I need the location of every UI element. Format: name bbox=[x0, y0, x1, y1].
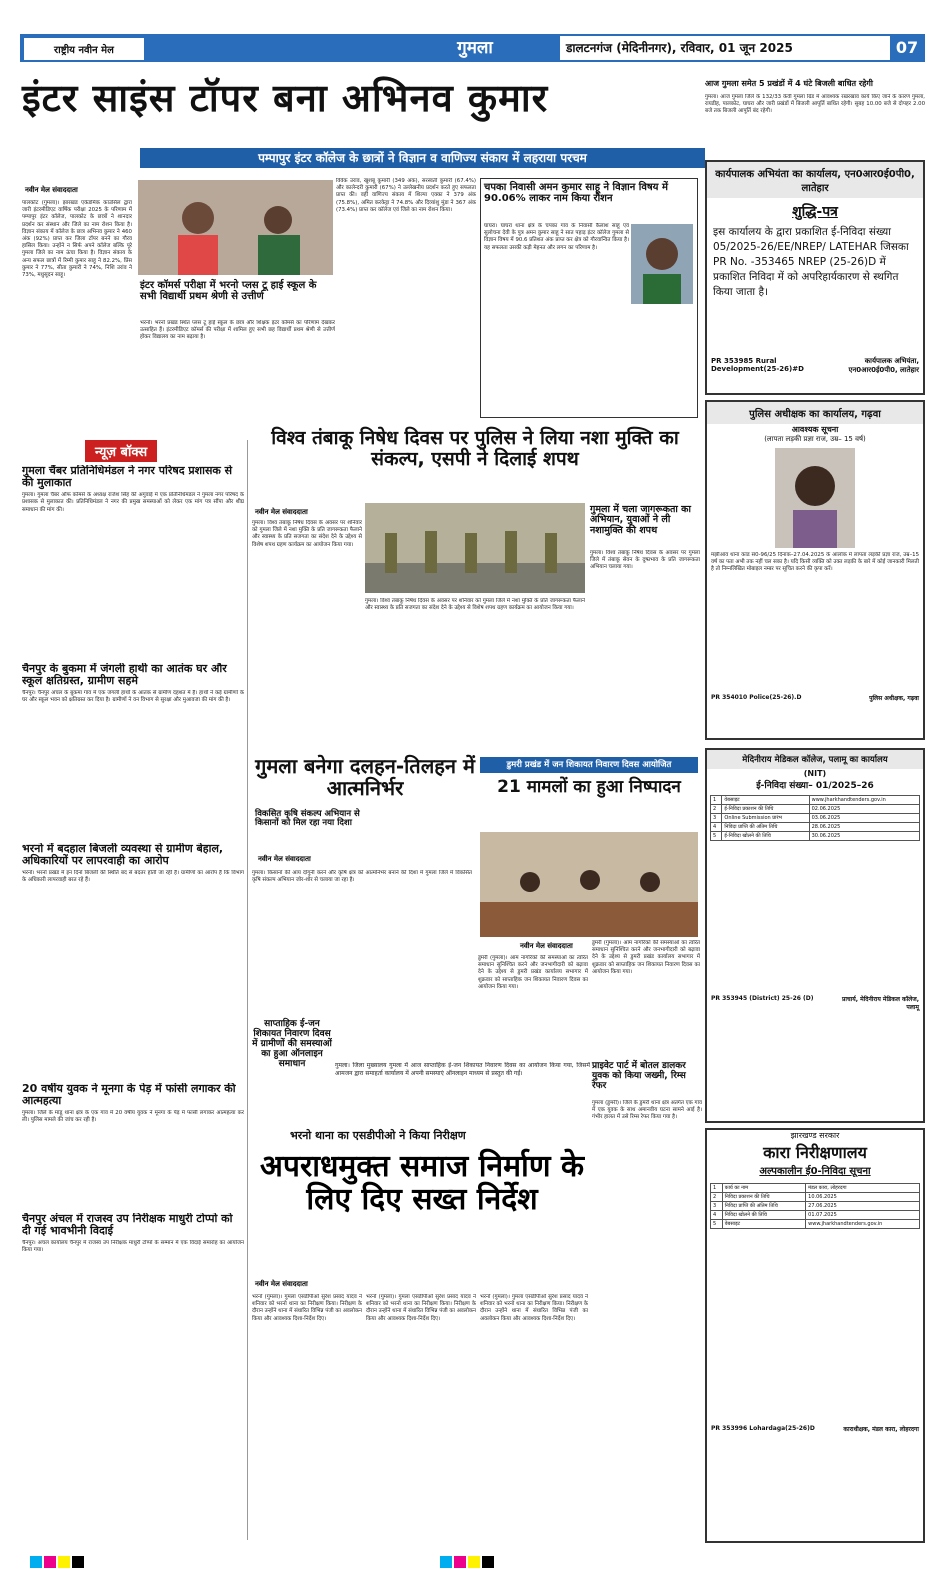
table-cell: 2 bbox=[711, 1193, 723, 1202]
oilseed-headline: गुमला बनेगा दलहन-तिलहन में आत्मनिर्भर bbox=[255, 754, 475, 800]
oilseed-byline: नवीन मेल संवाददाता bbox=[258, 855, 311, 863]
newsbox-item-headline: 20 वर्षीय युवक ने मूनगा के पेड़ में फांसी लगाकर की आत्महत्या bbox=[22, 1083, 236, 1108]
oilseed-body: गुमला। किसानों की आय दोगुनी करने और कृषि क्षेत्र को आत्मनिर्भर बनाने की दिशा में गुमला जिले में विकसित कृषि संकल्प अभियान जोर-शोर से चलाया जा रहा है। bbox=[252, 870, 472, 884]
table-cell: 30.06.2025 bbox=[809, 832, 919, 841]
table-row bbox=[711, 814, 920, 823]
jail-gov: झारखण्ड सरकार bbox=[790, 1131, 840, 1140]
table-cell: 1 bbox=[711, 1184, 723, 1193]
lead-subhead: इंटर कॉमर्स परीक्षा में भरनो प्लस टू हाई स्कूल के सभी विद्यार्थी प्रथम श्रेणी से उत्तीर्ण bbox=[140, 280, 317, 302]
missing-girl-photo bbox=[775, 448, 855, 548]
table-cell: 4 bbox=[711, 1211, 723, 1220]
table-row bbox=[711, 1193, 920, 1202]
tobacco-headline: विश्व तंबाकू निषेध दिवस पर पुलिस ने लिया नशा मुक्ति का संकल्प, एसपी ने दिलाई शपथ bbox=[271, 427, 679, 470]
newsbox-item-body: गुमला। गुमला चैंबर ऑफ कॉमर्स के अध्यक्ष राजेश सिंह की अगुवाई में एक प्रतिनिधिमंडल ने गुमला नगर परिषद के प्रशासक से मुलाकात की। प्रतिनिधिमंडल ने नगर की प्रमुख समस्याओं को लेकर एक मांग पत्र सौंपा और शीघ्र समाधान की मांग की। bbox=[22, 492, 244, 513]
newspaper-logo: राष्ट्रीय नवीन मेल bbox=[24, 38, 144, 60]
police-oath-image bbox=[365, 503, 585, 593]
tobacco-body: गुमला। विश्व तंबाकू निषेध दिवस के अवसर पर शनिवार को गुमला जिले में नशा मुक्ति के प्रति जागरूकता फैलाने और स्वास्थ्य के प्रति सजगता का संदेश देने के उद्देश्य से विशेष शपथ ग्रहण कार्यक्रम का आयोजन किया गया। bbox=[252, 520, 362, 548]
thana-headline: अपराधमुक्त समाज निर्माण के लिए दिए सख्त निर्देश bbox=[259, 1149, 584, 1217]
table-cell: निविदा प्रकाशन की तिथि bbox=[722, 1193, 805, 1202]
newsbox-item-body: भरनो। भरनो प्रखंड में इन दिनों बिजली की स्थिति बद से बदतर होती जा रही है। ग्रामीणों का आरोप है कि विभाग के अधिकारी लापरवाही बरत रहे हैं। bbox=[22, 870, 244, 884]
table-row bbox=[711, 1202, 920, 1211]
nrep-title: शुद्धि-पत्र bbox=[792, 204, 838, 220]
newsbox-item-body: चैनपुर। चैनपुर अंचल के बुकमा गांव में एक जंगली हाथी के आतंक से ग्रामीण दहशत में हैं। हाथी ने कई ग्रामीणों के घर और स्कूल भवन को क्षतिग्रस्त कर दिया है। ग्रामीणों ने वन विभाग से सुरक्षा और मुआवजा की मांग की है। bbox=[22, 690, 244, 704]
table-cell: 28.06.2025 bbox=[809, 823, 919, 832]
table-row bbox=[711, 796, 920, 805]
thana-byline: नवीन मेल संवाददाता bbox=[255, 1280, 308, 1288]
lead-deck: पम्पापुर इंटर कॉलेज के छात्रों ने विज्ञान व वाणिज्य संकाय में लहराया परचम bbox=[140, 148, 705, 168]
table-cell: कार्य का नाम bbox=[722, 1184, 805, 1193]
table-cell: 03.06.2025 bbox=[809, 814, 919, 823]
lead-body-3: भरनो। भरनो प्रखंड स्थित प्लस टू हाई स्कूल के छात्र और शिक्षक इंटर कॉमर्स का परिणाम देखकर उत्साहित हैं। इंटरमीडिएट कॉमर्स की परीक्षा में शामिल हुए सभी छह विद्यार्थी प्रथम श्रेणी से उत्तीर्ण होकर विद्यालय का नाम बढ़ाया है। bbox=[140, 320, 335, 341]
newsbox-item-body: गुमला। जिले के मांडू थाना क्षेत्र के एक गांव में 20 वर्षीय युवक ने मूनगा के पेड़ में फांसी लगाकर आत्महत्या कर ली। पुलिस मामले की जांच कर रही है। bbox=[22, 1110, 244, 1124]
table-cell: 5 bbox=[711, 832, 722, 841]
medical-nit: (NIT) bbox=[803, 769, 827, 778]
newsbox-tag: न्यूज़ बॉक्स bbox=[85, 440, 157, 462]
lead-headline: इंटर साइंस टॉपर बना अभिनव कुमार bbox=[22, 76, 549, 120]
table-cell: 2 bbox=[711, 805, 722, 814]
column-rule bbox=[247, 440, 248, 1540]
color-registration-marks-center bbox=[440, 1553, 496, 1572]
table-cell: 3 bbox=[711, 814, 722, 823]
jail-sub: अल्पकालीन ई0-निविदा सूचना bbox=[759, 1166, 871, 1177]
topper-body: घाघरा। घाघरा थाना क्षेत्र के चपका गांव के निवासी कैलाश साहू एवं सुलोचना देवी के पुत्र अमन कुमार साहू ने सात पहाड़ इंटर कॉलेज गुमला से विज्ञान विषय में 90.6 प्रतिशत अंक प्राप्त कर क्षेत्र को गौरवान्वित किया है। यह सफलता उसकी कड़ी मेहनत और लगन का परिणाम है। bbox=[484, 223, 629, 251]
table-row bbox=[711, 823, 920, 832]
table-cell: 3 bbox=[711, 1202, 723, 1211]
thana-body-2: भरनो (गुमला)। गुमला एसडीपीओ सुरेश प्रसाद यादव ने शनिवार को भरनो थाना का निरीक्षण किया। निरीक्षण के दौरान उन्होंने थाना में संधारित विभिन्न पंजी का अवलोकन किया और आवश्यक दिशा-निर्देश दिए। bbox=[366, 1294, 476, 1322]
tobacco-photo bbox=[365, 503, 585, 593]
table-row bbox=[711, 1184, 920, 1193]
table-cell: 1 bbox=[711, 796, 722, 805]
newsbox-item bbox=[22, 843, 244, 1083]
medical-nit-no: ई-निविदा संख्या– 01/2025–26 bbox=[756, 781, 874, 791]
thana-body-3: भरनो (गुमला)। गुमला एसडीपीओ सुरेश प्रसाद यादव ने शनिवार को भरनो थाना का निरीक्षण किया। निरीक्षण के दौरान उन्होंने थाना में संधारित विभिन्न पंजी का अवलोकन किया और आवश्यक दिशा-निर्देश दिए। bbox=[480, 1294, 588, 1322]
oilseed-bullet: विकसित कृषि संकल्प अभियान से किसानों को मिल रहा नया दिशा bbox=[255, 809, 360, 829]
table-cell: 10.06.2025 bbox=[806, 1193, 920, 1202]
table-cell: निविदा खोलने की तिथि bbox=[722, 1211, 805, 1220]
newsbox-item bbox=[22, 1213, 244, 1413]
jail-tender-table bbox=[710, 1183, 920, 1229]
table-cell: निविदा प्राप्ति की अंतिम तिथि bbox=[722, 1202, 805, 1211]
police-ad bbox=[705, 400, 925, 740]
table-cell: ई-निविदा प्रकाशन की तिथि bbox=[722, 805, 809, 814]
newsbox-column bbox=[22, 465, 244, 1413]
tobacco-side-headline: गुमला में चला जागरूकता का अभियान, युवाओं ने ली नशामुक्ति की शपथ bbox=[590, 504, 691, 536]
grievance-body: डुमरी (गुमला)। आम नागरिकों की समस्याओं का त्वरित समाधान सुनिश्चित करने और जनभागीदारी को बढ़ावा देने के उद्देश्य से डुमरी प्रखंड कार्यालय सभागार में शुक्रवार को साप्ताहिक जन शिकायत निवारण दिवस का आयोजन किया गया। bbox=[478, 955, 588, 990]
grievance-body-2: डुमरी (गुमला)। आम नागरिकों की समस्याओं का त्वरित समाधान सुनिश्चित करने और जनभागीदारी को बढ़ावा देने के उद्देश्य से डुमरी प्रखंड कार्यालय सभागार में शुक्रवार को साप्ताहिक जन शिकायत निवारण दिवस का आयोजन किया गया। bbox=[592, 940, 700, 975]
newsbox-item-headline: गुमला चैंबर प्रतिनिधिमंडल ने नगर परिषद प्रशासक से की मुलाकात bbox=[22, 465, 233, 490]
medical-sign: प्राचार्य, मेदिनीराय मेडिकल कॉलेज, पलामू bbox=[841, 996, 919, 1011]
police-sub: (लापता लड़की प्रज्ञा राज, उम्र– 15 वर्ष) bbox=[764, 435, 866, 443]
grievance-kicker: डुमरी प्रखंड में जन शिकायत निवारण दिवस आयोजित bbox=[480, 757, 698, 773]
newsbox-item-body: चैनपुर। अंचल कार्यालय चैनपुर में राजस्व उप निरीक्षक माधुरी टोप्पो के सम्मान में एक विदाई समारोह का आयोजन किया गया। bbox=[22, 1240, 244, 1254]
newsbox-item-headline: भरनो में बदहाल बिजली व्यवस्था से ग्रामीण बेहाल, अधिकारियों पर लापरवाही का आरोप bbox=[22, 843, 224, 868]
e-grievance-headline: साप्ताहिक ई-जन शिकायत निवारण दिवस में ग्रामीणों की समस्याओं का हुआ ऑनलाइन समाधान bbox=[252, 1019, 332, 1069]
table-cell: ई-निविदा खोलने की तिथि bbox=[722, 832, 809, 841]
table-cell: निविदा प्राप्ति की अंतिम तिथि bbox=[722, 823, 809, 832]
table-row bbox=[711, 832, 920, 841]
table-row bbox=[711, 1220, 920, 1229]
jail-office: कारा निरीक्षणालय bbox=[763, 1143, 867, 1162]
table-cell: www.jharkhandtenders.gov.in bbox=[806, 1220, 920, 1229]
thana-kicker: भरनो थाना का एसडीपीओ ने किया निरीक्षण bbox=[290, 1129, 466, 1142]
grievance-photo bbox=[480, 832, 698, 937]
assault-body: गुमला (डुमरी)। जिले के डुमरी थाना क्षेत्र अंतर्गत एक गांव में एक युवक के साथ अमानवीय घटना सामने आई है। गंभीर हालत में उसे रिम्स रेफर किया गया है। bbox=[592, 1100, 702, 1121]
topper-headline: चपका निवासी अमन कुमार साहू ने विज्ञान विषय में 90.06% लाकर नाम किया रौशन bbox=[484, 182, 668, 204]
table-cell: 4 bbox=[711, 823, 722, 832]
tobacco-side-body: गुमला। विश्व तंबाकू निषेध दिवस के अवसर पर गुमला जिले में तंबाकू सेवन के दुष्प्रभाव के प्रति जागरूकता अभियान चलाया गया। bbox=[590, 550, 700, 571]
grievance-headline: 21 मामलों का हुआ निष्पादन bbox=[497, 777, 681, 797]
medical-pr: PR 353945 (District) 25-26 (D) bbox=[711, 995, 814, 1002]
assault-headline: प्राइवेट पार्ट में बोतल डालकर युवक को किया जख्मी, रिम्स रेफर bbox=[592, 1061, 686, 1091]
jail-pr: PR 353996 Lohardaga(25-26)D bbox=[711, 1425, 815, 1432]
nrep-office: कार्यपालक अभियंता का कार्यालय, एन0आर0ई0पी0, लातेहार bbox=[707, 162, 923, 198]
police-office: पुलिस अधीक्षक का कार्यालय, गढ़वा bbox=[707, 402, 923, 424]
students-image bbox=[138, 180, 333, 275]
tobacco-body-2: गुमला। विश्व तंबाकू निषेध दिवस के अवसर पर शनिवार को गुमला जिले में नशा मुक्ति के प्रति जागरूकता फैलाने और स्वास्थ्य के प्रति सजगता का संदेश देने के उद्देश्य से विशेष शपथ ग्रहण कार्यक्रम का आयोजन किया गया। bbox=[365, 598, 585, 612]
medical-office: मेदिनीराय मेडिकल कॉलेज, पलामू का कार्यालय bbox=[707, 750, 923, 769]
table-cell: 02.06.2025 bbox=[809, 805, 919, 814]
nrep-pr: PR 353985 Rural Development(25-26)#D bbox=[711, 357, 804, 373]
police-sign: पुलिस अधीक्षक, गढ़वा bbox=[869, 695, 919, 702]
newsbox-item bbox=[22, 663, 244, 843]
table-row bbox=[711, 805, 920, 814]
table-row bbox=[711, 1211, 920, 1220]
table-cell: 01.07.2025 bbox=[806, 1211, 920, 1220]
power-cut-headline: आज गुमला समेत 5 प्रखंडों में 4 घंटे बिजली बाधित रहेगी bbox=[705, 79, 873, 88]
topper-box bbox=[480, 178, 698, 418]
lead-body-2: विवेक उरांव, खुशबू कुमारी (349 अंक), सरस्वती कुमारी (67.4%) और कालेन्दरी कुमारी (67%) ने उल्लेखनीय प्रदर्शन करते हुए सफलता प्राप्त की। वहीं वाणिज्य संकाय में शिल्पा एक्का ने 379 अंक (75.8%), अमित करकेट्टा ने 74.8% और दिव्यांशु मुंडा ने 367 अंक (73.4%) प्राप्त कर कॉलेज एवं जिले का नाम रोशन किया। bbox=[336, 178, 476, 213]
lead-body-1: पालकोट (गुमला)। झारखंड एकेडमिक काउंसिल द्वारा जारी इंटरमीडिएट वार्षिक परीक्षा 2025 के परिणाम में पम्पापुर इंटर कॉलेज, पालकोट के छात्रों ने शानदार प्रदर्शन कर संस्थान और जिले का नाम रोशन किया है। विज्ञान संकाय में कॉलेज के छात्र अभिनव कुमार ने 460 अंक (92%) प्राप्त कर जिला टॉपर बनने का गौरव हासिल किया। उन्होंने न सिर्फ अपने कॉलेज बल्कि पूरे गुमला जिले का नाम ऊंचा किया है। विज्ञान संकाय के अन्य सफल छात्रों में रिम्मी कुमार साहू ने 82.2%, प्रिंस कुमार ने 77%, सीता कुमारी ने 74%, निशि उरांव ने 73%, मधुसूदन साहू। bbox=[22, 200, 132, 279]
table-cell: 27.06.2025 bbox=[806, 1202, 920, 1211]
jail-ad bbox=[705, 1128, 925, 1543]
color-registration-marks bbox=[30, 1553, 86, 1572]
newsbox-item bbox=[22, 465, 244, 663]
newsbox-item-headline: चैनपुर अंचल में राजस्व उप निरीक्षक माधुरी टोप्पो को दी गई भावभीनी विदाई bbox=[22, 1213, 233, 1238]
dateline: डालटनगंज (मेदिनीनगर), रविवार, 01 जून 2025 bbox=[560, 36, 890, 60]
medical-tender-table bbox=[710, 795, 920, 841]
grievance-byline: नवीन मेल संवाददाता bbox=[520, 942, 573, 950]
medical-ad bbox=[705, 748, 925, 1123]
jail-sign: काराधीक्षक, मंडल कारा, लोहरदगा bbox=[843, 1426, 919, 1433]
tobacco-byline: नवीन मेल संवाददाता bbox=[255, 508, 308, 516]
table-cell: वेबसाइट bbox=[722, 1220, 805, 1229]
meeting-image bbox=[480, 832, 698, 937]
table-cell: मंडल कारा, लोहरदगा bbox=[806, 1184, 920, 1193]
nrep-body: इस कार्यालय के द्वारा प्रकाशित ई-निविदा संख्या 05/2025-26/EE/NREP/ LATEHAR जिसका PR No. -353465 NREP (25-26)D में प्रकाशित निविदा में को अपरिहार्यकारण से स्थगित किया जाता है। bbox=[713, 226, 909, 298]
thana-body: भरनो (गुमला)। गुमला एसडीपीओ सुरेश प्रसाद यादव ने शनिवार को भरनो थाना का निरीक्षण किया। निरीक्षण के दौरान उन्होंने थाना में संधारित विभिन्न पंजी का अवलोकन किया और आवश्यक दिशा-निर्देश दिए। bbox=[252, 1294, 362, 1322]
e-grievance-body: गुमला। जिला मुख्यालय गुमला में आज साप्ताहिक ई-जन शिकायत निवारण दिवस का आयोजन किया गया, जिसमें आमजन द्वारा समाहर्ता कार्यालय में अपनी समस्याएं ऑनलाइन माध्यम से प्रस्तुत की गईं। bbox=[335, 1062, 590, 1077]
nrep-ad bbox=[705, 160, 925, 395]
newsbox-item bbox=[22, 1083, 244, 1213]
nrep-sign: कार्यपालक अभियंता, एन0आर0ई0पी0, लातेहार bbox=[848, 357, 919, 374]
table-cell: www.jharkhandtenders.gov.in bbox=[809, 796, 919, 805]
police-pr: PR 354010 Police(25-26).D bbox=[711, 694, 802, 701]
lead-byline: नवीन मेल संवाददाता bbox=[25, 186, 78, 194]
toppers-photo bbox=[138, 180, 333, 275]
section-name: गुमला bbox=[457, 38, 493, 58]
page-number: 07 bbox=[895, 38, 919, 57]
power-cut-body: गुमला। आज गुमला जिले के 132/33 केवी गुमला ग्रिड में आवश्यक रखरखाव कार्य किए जाने के कारण गुमला, रायडीह, पालकोट, घाघरा और जारी प्रखंडों में बिजली आपूर्ति बाधित रहेगी। सुबह 10.00 बजे से दोपहर 2.00 बजे तक बिजली आपूर्ति बंद रहेगी। bbox=[705, 94, 925, 115]
table-cell: Online Submission प्रारंभ bbox=[722, 814, 809, 823]
police-notice: आवश्यक सूचना bbox=[791, 425, 839, 434]
newsbox-item-headline: चैनपुर के बुकमा में जंगली हाथी का आतंक घर और स्कूल क्षतिग्रस्त, ग्रामीण सहमे bbox=[22, 663, 227, 688]
police-body: मझीआंव थाना कांड सं0-96/25 दिनांक–27.04.2025 के आलोक में लापता लड़की प्रज्ञा राज, उम्र–15 वर्ष का पता अभी तक नहीं चल सका है। यदि किसी व्यक्ति को उक्त लड़की के बारे में कोई जानकारी मिलती है तो निम्नलिखित मोबाइल नम्बर पर सूचित करने की कृपा करें। bbox=[711, 552, 919, 573]
table-cell: 5 bbox=[711, 1220, 723, 1229]
topper-photo bbox=[631, 224, 693, 304]
table-cell: वेबसाइट bbox=[722, 796, 809, 805]
